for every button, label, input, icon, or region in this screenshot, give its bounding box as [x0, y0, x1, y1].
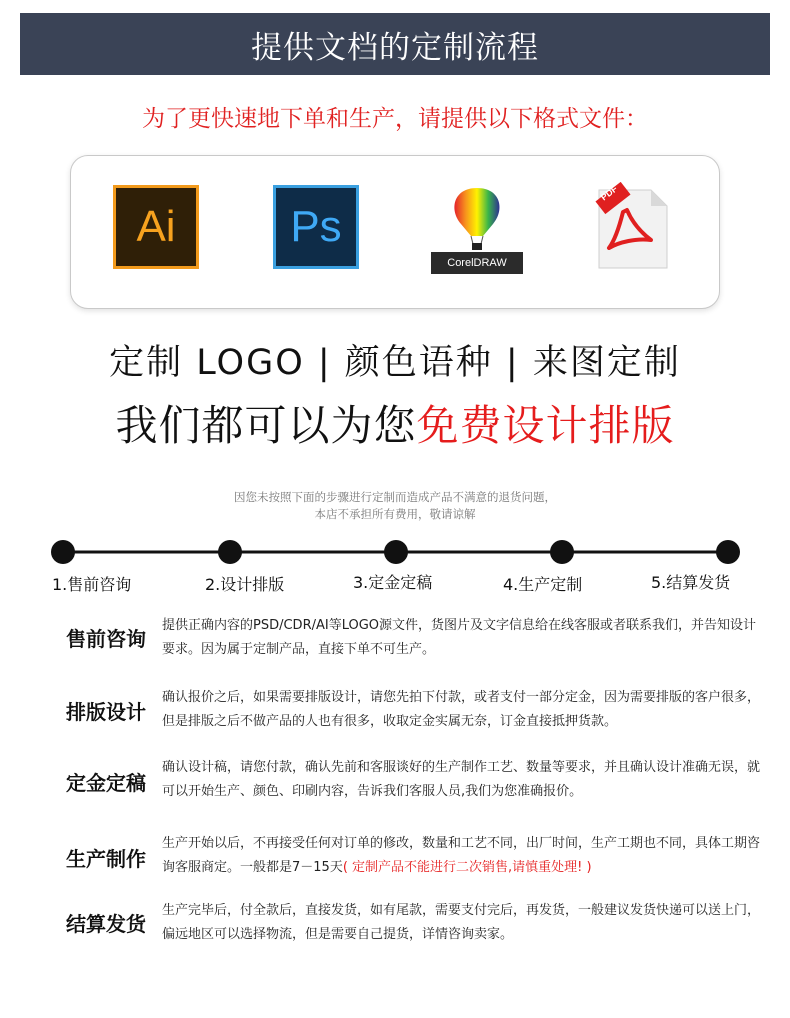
timeline-dot-4 [550, 540, 574, 564]
step-5-label: 5.结算发货 [651, 573, 731, 592]
free-design-headline [0, 393, 790, 453]
page-title: 提供文档的定制流程 [20, 13, 770, 75]
adobe-illustrator-icon [113, 185, 199, 269]
step-1-label: 1.售前咨询 [52, 575, 132, 594]
refund-notice [0, 489, 790, 523]
format-instruction: 为了更快速地下单和生产，请提供以下格式文件： [142, 106, 648, 132]
timeline-dot-2 [218, 540, 242, 564]
section-text-shipping: 生产完毕后，付全款后，直接发货，如有尾款，需要支付完后，再发货，一般建议发货快递可以送上门，偏远地区可以选择物流，但是需要自己提货，详情咨询卖家。 [162, 903, 761, 942]
ai-icon-label: Ai [136, 202, 176, 251]
production-warning: ( 定制产品不能进行二次销售,请慎重处理! ) [342, 860, 592, 875]
section-text-presale: 提供正确内容的PSD/CDR/AI等LOGO源文件，货图片及文字信息给在线客服或者联系我们，并告知设计要求。因为属于定制产品，直接下单不可生产。 [162, 618, 757, 657]
section-title-production: 生产制作 [66, 847, 146, 871]
step-4-label: 4.生产定制 [503, 575, 583, 594]
adobe-photoshop-icon [273, 185, 359, 269]
step-3-label: 3.定金定稿 [353, 573, 433, 592]
section-title-deposit: 定金定稿 [66, 771, 146, 795]
pdf-document-icon [593, 182, 673, 274]
section-title-design: 排版设计 [66, 700, 146, 724]
section-title-presale: 售前咨询 [66, 627, 146, 651]
coreldraw-label: CorelDRAW [431, 252, 523, 274]
free-design-prefix: 我们都可以为您 [115, 401, 417, 450]
pdf-icon-label: PDF [598, 183, 620, 203]
section-text-production [162, 832, 762, 880]
step-2-label: 2.设计排版 [205, 575, 285, 594]
notice-line-2: 本店不承担所有费用，敬请谅解 [314, 507, 476, 521]
section-text-design: 确认报价之后，如果需要排版设计，请您先拍下付款，或者支付一部分定金，因为需要排版的客户很多，但是排版之后不做产品的人也有很多，收取定金实属无奈，订金直接抵押货款。 [162, 690, 761, 729]
process-timeline [0, 532, 790, 572]
customization-options: 定制 LOGO | 颜色语种 | 来图定制 [109, 343, 681, 383]
section-title-shipping: 结算发货 [66, 912, 146, 936]
timeline-dot-5 [716, 540, 740, 564]
file-format-panel [70, 155, 720, 309]
coreldraw-balloon-icon [431, 184, 523, 274]
section-text-deposit: 确认设计稿，请您付款，确认先前和客服谈好的生产制作工艺、数量等要求，并且确认设计准确无误，就可以开始生产、颜色、印刷内容，告诉我们客服人员,我们为您准确报价。 [162, 760, 761, 799]
ps-icon-label: Ps [290, 202, 342, 251]
timeline-dot-3 [384, 540, 408, 564]
timeline-dot-1 [51, 540, 75, 564]
notice-line-1: 因您未按照下面的步骤进行定制而造成产品不满意的退货问题， [234, 490, 556, 504]
balloon-graphic [431, 184, 523, 254]
free-design-highlight: 免费设计排版 [416, 401, 675, 450]
production-text: 生产开始以后，不再接受任何对订单的修改，数量和工艺不同，出厂时间，生产工期也不同，具体工期咨询客服商定。一般都是7－15天 [162, 836, 761, 875]
